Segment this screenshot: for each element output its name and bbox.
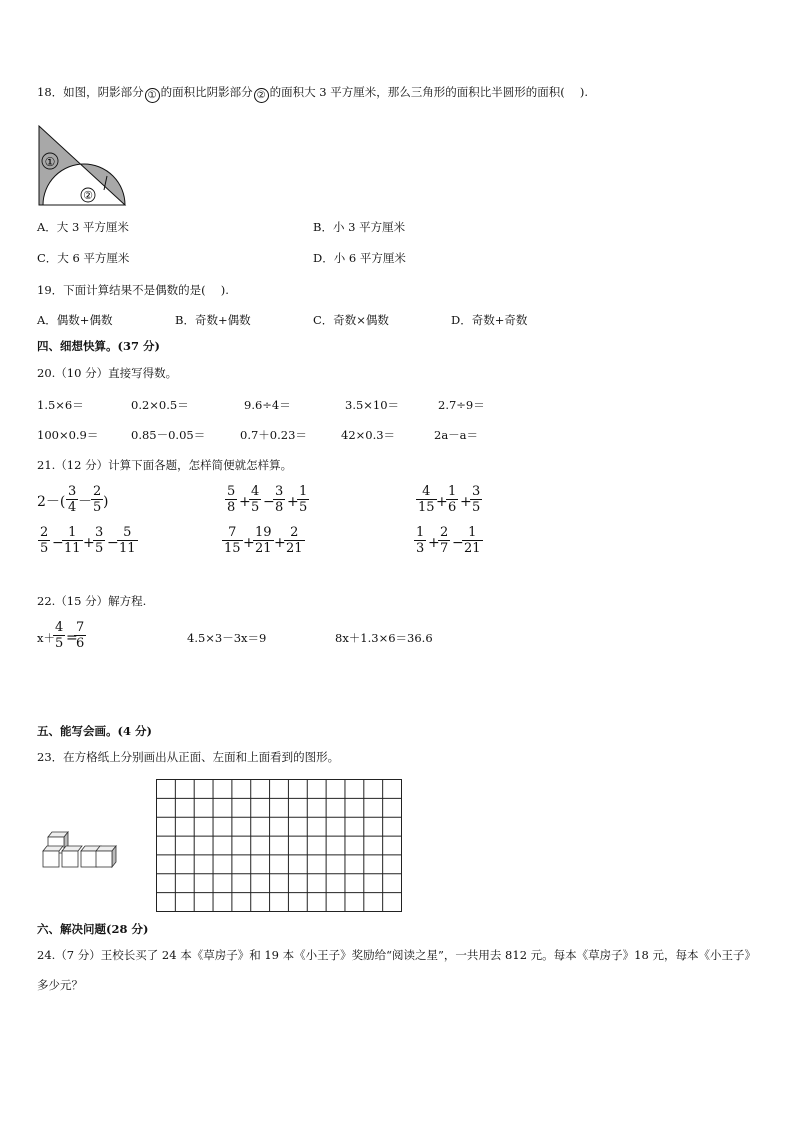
- operator: +: [428, 535, 440, 551]
- operator: −: [263, 494, 275, 510]
- q19-option-c[interactable]: C．奇数×偶数: [313, 313, 389, 327]
- operator: +: [83, 535, 95, 551]
- figure-label-1: ①: [44, 155, 56, 169]
- q19-option-a[interactable]: A．偶数+偶数: [37, 313, 113, 327]
- q19-option-b[interactable]: B．奇数+偶数: [175, 313, 251, 327]
- fraction: $\frac{4}{15}$: [418, 484, 435, 515]
- fraction: $\frac{7}{6}$: [76, 620, 85, 651]
- section-6-title: 六、解决问题(28 分): [37, 922, 149, 936]
- q19-stem: 19．下面计算结果不是偶数的是( ).: [37, 283, 229, 297]
- operator: －: [78, 494, 92, 510]
- section-4-title: 四、细想快算。(37 分): [37, 339, 160, 353]
- q18-option-c[interactable]: C．大 6 平方厘米: [37, 251, 130, 265]
- operator: +: [460, 494, 472, 510]
- fraction: $\frac{5}{11}$: [119, 525, 136, 556]
- grid-paper[interactable]: [156, 779, 402, 912]
- fraction: $\frac{1}{11}$: [64, 525, 81, 556]
- section-5-title: 五、能写会画。(4 分): [37, 724, 152, 738]
- operator: +: [239, 494, 251, 510]
- operator: +: [436, 494, 448, 510]
- q20-item: 0.85－0.05＝: [131, 428, 206, 442]
- fraction: $\frac{3}{8}$: [275, 484, 284, 515]
- q23-stem: 23．在方格纸上分别画出从正面、左面和上面看到的图形。: [37, 750, 340, 764]
- q20-item: 0.2×0.5＝: [131, 398, 189, 412]
- q18-text-b: 的面积比阴影部分: [160, 85, 253, 99]
- fraction: $\frac{19}{21}$: [255, 525, 272, 556]
- q18-stem: [37, 85, 588, 103]
- q22-equation-3: 8x＋1.3×6＝36.6: [335, 631, 433, 645]
- eq1-lead: x＋: [37, 631, 55, 645]
- operator: −: [52, 535, 64, 551]
- q21-stem: 21.（12 分）计算下面各题，怎样简便就怎样算。: [37, 458, 293, 472]
- fraction: $\frac{1}{5}$: [299, 484, 308, 515]
- q20-item: 9.6÷4＝: [244, 398, 291, 412]
- equals-sign: =: [66, 630, 78, 646]
- q18-option-d[interactable]: D．小 6 平方厘米: [313, 251, 406, 265]
- q24-line-1: 24.（7 分）王校长买了 24 本《草房子》和 19 本《小王子》奖励给“阅读之星”，一共用去 812 元。每本《草房子》18 元，每本《小王子》: [37, 948, 756, 962]
- fraction: $\frac{1}{6}$: [448, 484, 457, 515]
- figure-label-2: ②: [83, 189, 93, 202]
- q18-text-c: 的面积大 3 平方厘米，那么三角形的面积比半圆形的面积( ).: [269, 85, 589, 99]
- circle-2-label: ②: [254, 88, 269, 103]
- fraction: $\frac{7}{15}$: [224, 525, 241, 556]
- circle-1-label: ①: [145, 88, 160, 103]
- q20-item: 100×0.9＝: [37, 428, 99, 442]
- q20-item: 2a－a＝: [434, 428, 479, 442]
- q18-option-b[interactable]: B．小 3 平方厘米: [313, 220, 406, 234]
- q20-item: 2.7÷9＝: [438, 398, 485, 412]
- fraction: $\frac{5}{8}$: [227, 484, 236, 515]
- q22-equation-2: 4.5×3－3x＝9: [187, 631, 267, 645]
- fraction: $\frac{2}{21}$: [286, 525, 303, 556]
- q20-item: 1.5×6＝: [37, 398, 84, 412]
- e1-lead: 2－(: [37, 494, 66, 510]
- q20-item: 3.5×10＝: [345, 398, 400, 412]
- fraction: $\frac{4}{5}$: [251, 484, 260, 515]
- q22-stem: 22.（15 分）解方程.: [37, 594, 147, 608]
- fraction: $\frac{2}{5}$: [93, 484, 102, 515]
- operator: −: [452, 535, 464, 551]
- fraction: $\frac{1}{21}$: [464, 525, 481, 556]
- fraction: $\frac{4}{5}$: [55, 620, 64, 651]
- fraction: $\frac{3}{4}$: [68, 484, 77, 515]
- fraction: $\frac{2}{5}$: [40, 525, 49, 556]
- q20-item: 42×0.3＝: [341, 428, 396, 442]
- q20-item: 0.7＋0.23＝: [240, 428, 307, 442]
- operator: +: [287, 494, 299, 510]
- fraction: $\frac{3}{5}$: [472, 484, 481, 515]
- q24-line-2: 多少元？: [37, 978, 83, 992]
- operator: +: [274, 535, 286, 551]
- cube-arrangement-figure: [40, 829, 120, 871]
- operator: −: [107, 535, 119, 551]
- q18-text-a: 18．如图，阴影部分: [37, 85, 144, 99]
- fraction: $\frac{3}{5}$: [95, 525, 104, 556]
- q19-option-d[interactable]: D．奇数+奇数: [451, 313, 528, 327]
- q18-option-a[interactable]: A．大 3 平方厘米: [37, 220, 129, 234]
- q20-stem: 20.（10 分）直接写得数。: [37, 366, 178, 380]
- e1-tail: ): [103, 494, 109, 510]
- q18-figure: [36, 124, 128, 208]
- fraction: $\frac{2}{7}$: [440, 525, 449, 556]
- operator: +: [243, 535, 255, 551]
- fraction: $\frac{1}{3}$: [416, 525, 425, 556]
